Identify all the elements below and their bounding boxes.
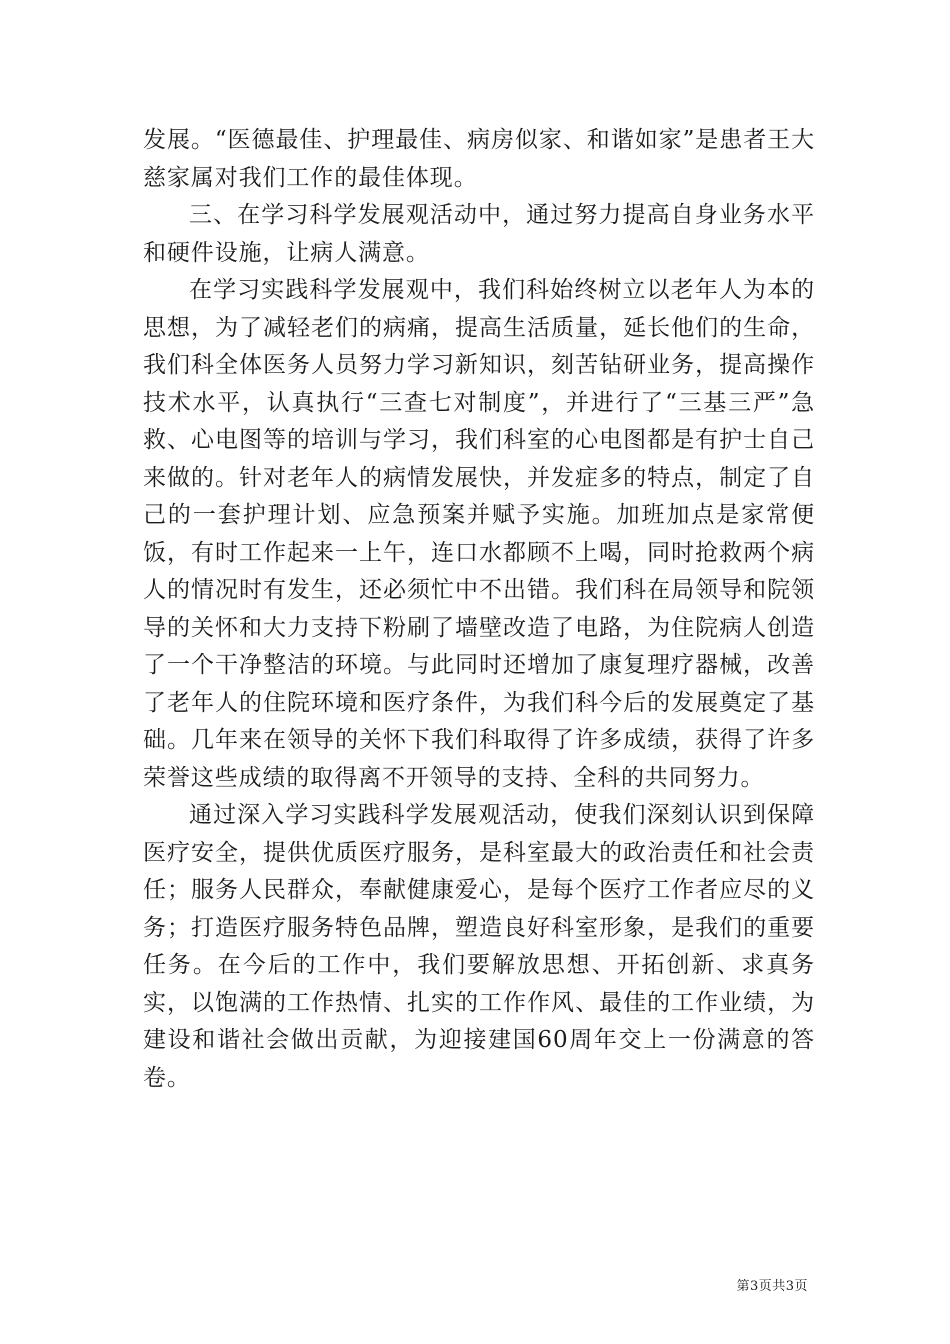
document-body <box>143 122 815 1097</box>
paragraph-2: 三、在学习科学发展观活动中，通过努力提高自身业务水平和硬件设施，让病人满意。 <box>143 202 815 266</box>
paragraph-4: 通过深入学习实践科学发展观活动，使我们深刻认识到保障医疗安全，提供优质医疗服务，是科室最大的政治责任和社会责任；服务人民群众，奉献健康爱心，是每个医疗工作者应尽的义务；打造医疗服务特色品牌，塑造良好科室形象，是我们的重要任务。在今后的工作中，我们要解放思想、开拓创新、求真务实，以饱满的工作热情、扎实的工作作风、最佳的工作业绩，为建设和谐社会做出贡献，为迎接建国60周年交上一份满意的答卷。 <box>143 802 815 1091</box>
paragraph-3: 在学习实践科学发展观中，我们科始终树立以老年人为本的思想，为了减轻老们的病痛，提高生活质量，延长他们的生命，我们科全体医务人员努力学习新知识，刻苦钻研业务，提高操作技术水平，认真执行“三查七对制度”，并进行了“三基三严”急救、心电图等的培训与学习，我们科室的心电图都是有护士自己来做的。针对老年人的病情发展快，并发症多的特点，制定了自己的一套护理计划、应急预案并赋予实施。加班加点是家常便饭，有时工作起来一上午，连口水都顾不上喝，同时抢救两个病人的情况时有发生，还必须忙中不出错。我们科在局领导和院领导的关怀和大力支持下粉刷了墙壁改造了电路，为住院病人创造了一个干净整洁的环境。与此同时还增加了康复理疗器械，改善了老年人的住院环境和医疗条件，为我们科今后的发展奠定了基础。几年来在领导的关怀下我们科取得了许多成绩，获得了许多荣誉这些成绩的取得离不开领导的支持、全科的共同努力。 <box>143 277 815 791</box>
paragraph-1: 发展。“医德最佳、护理最佳、病房似家、和谐如家”是患者王大慈家属对我们工作的最佳体现。 <box>143 127 815 191</box>
page-number-footer: 第3页共3页 <box>736 1279 808 1294</box>
